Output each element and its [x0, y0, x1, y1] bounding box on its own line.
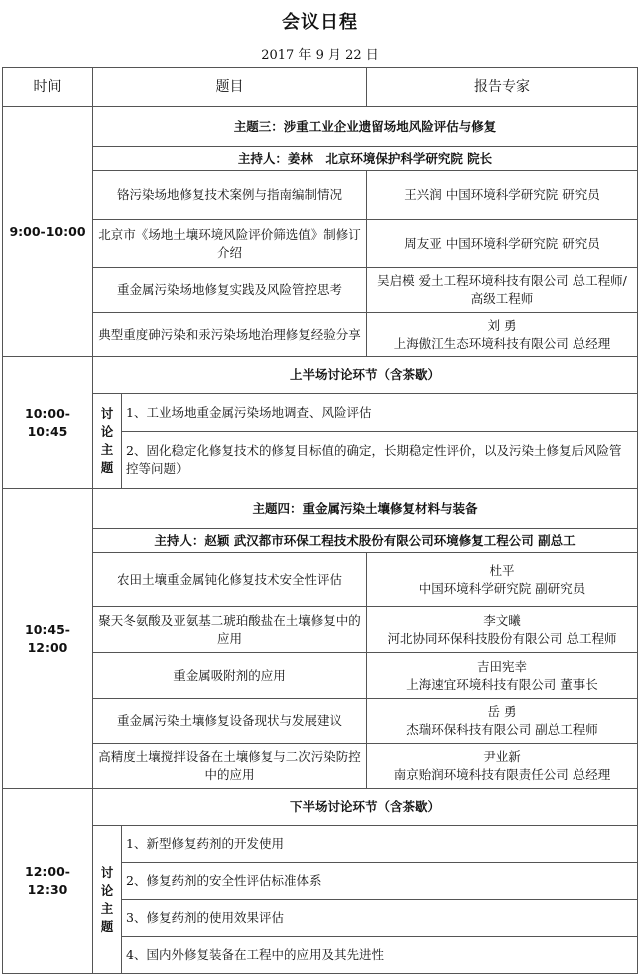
- expert-name: 杜平: [489, 562, 515, 578]
- discussion-item: 2、修复药剂的安全性评估标准体系: [122, 863, 638, 900]
- talk-expert: 吴启模 爱土工程环境科技有限公司 总工程师/高级工程师: [367, 268, 638, 313]
- expert-org: 南京贻润环境科技有限责任公司 总经理: [393, 767, 611, 782]
- discussion-item: 1、工业场地重金属污染场地调查、风险评估: [122, 394, 638, 432]
- talk-row: [3, 553, 638, 607]
- expert-name: 吉田宪幸: [476, 658, 527, 674]
- talk-row: [3, 744, 638, 789]
- discussion-item: 2、固化稳定化修复技术的修复目标值的确定，长期稳定性评价，以及污染土修复后风险管控等问题）: [122, 432, 638, 489]
- theme-row: [3, 107, 638, 147]
- talk-topic: 北京市《场地土壤环境风险评价筛选值》制修订介绍: [93, 220, 367, 268]
- expert-name: 岳 勇: [487, 704, 517, 719]
- host-row: [3, 147, 638, 171]
- session-row: [3, 789, 638, 826]
- talk-expert: [367, 653, 638, 699]
- theme-title: 主题四：重金属污染土壤修复材料与装备: [93, 489, 638, 529]
- expert-org: 杰瑞环保科技有限公司 副总工程师: [406, 722, 598, 737]
- talk-topic: 聚天冬氨酸及亚氨基二琥珀酸盐在土壤修复中的应用: [93, 607, 367, 653]
- theme-title: 主题三：涉重工业企业遗留场地风险评估与修复: [93, 107, 638, 147]
- talk-expert: [367, 744, 638, 789]
- time-slot: 10:45-12:00: [3, 489, 93, 789]
- expert-name: 李文曦: [483, 612, 521, 628]
- expert-org: 上海傲江生态环境科技有限公司 总经理: [393, 335, 611, 351]
- talk-topic: 重金属吸附剂的应用: [93, 653, 367, 699]
- schedule-table: [2, 67, 638, 974]
- discussion-label: 讨论主题: [93, 826, 122, 974]
- talk-row: [3, 313, 638, 357]
- host-info: 主持人：赵颖 武汉都市环保工程技术股份有限公司环境修复工程公司 副总工: [93, 529, 638, 553]
- expert-org: 上海速宜环境科技有限公司 董事长: [406, 676, 598, 692]
- col-header-topic: 题目: [93, 68, 367, 107]
- talk-topic: 重金属污染土壤修复设备现状与发展建议: [93, 699, 367, 744]
- expert-name: 刘 勇: [487, 317, 517, 333]
- talk-row: [3, 220, 638, 268]
- session-title: 下半场讨论环节（含茶歇）: [93, 789, 638, 826]
- talk-row: [3, 268, 638, 313]
- page-title: 会议日程: [282, 12, 358, 33]
- talk-expert: 王兴润 中国环境科学研究院 研究员: [367, 171, 638, 220]
- discussion-label: 讨论主题: [93, 394, 122, 489]
- header-row: [3, 68, 638, 107]
- talk-row: [3, 171, 638, 220]
- host-info: 主持人：姜林 北京环境保护科学研究院 院长: [93, 147, 638, 171]
- theme-row: [3, 489, 638, 529]
- talk-topic: 高精度土壤搅拌设备在土壤修复与二次污染防控中的应用: [93, 744, 367, 789]
- discussion-item: 3、修复药剂的使用效果评估: [122, 900, 638, 937]
- col-header-time: 时间: [3, 68, 93, 107]
- talk-expert: [367, 607, 638, 653]
- talk-topic: 铬污染场地修复技术案例与指南编制情况: [93, 171, 367, 220]
- col-header-expert: 报告专家: [367, 68, 638, 107]
- talk-topic: 农田土壤重金属钝化修复技术安全性评估: [93, 553, 367, 607]
- expert-org: 河北协同环保科技股份有限公司 总工程师: [387, 630, 617, 646]
- talk-topic: 重金属污染场地修复实践及风险管控思考: [93, 268, 367, 313]
- session-title: 上半场讨论环节（含茶歇）: [93, 357, 638, 394]
- talk-expert: 周友亚 中国环境科学研究院 研究员: [367, 220, 638, 268]
- discussion-row: [3, 826, 638, 863]
- time-slot: 9:00-10:00: [3, 107, 93, 357]
- talk-expert: [367, 313, 638, 357]
- time-slot: 12:00-12:30: [3, 789, 93, 974]
- talk-topic: 典型重度砷污染和汞污染场地治理修复经验分享: [93, 313, 367, 357]
- discussion-row: [3, 394, 638, 432]
- host-row: [3, 529, 638, 553]
- talk-expert: [367, 699, 638, 744]
- discussion-item: 4、国内外修复装备在工程中的应用及其先进性: [122, 937, 638, 974]
- talk-expert: [367, 553, 638, 607]
- expert-org: 中国环境科学研究院 副研究员: [418, 580, 586, 596]
- discussion-item: 1、新型修复药剂的开发使用: [122, 826, 638, 863]
- talk-row: [3, 653, 638, 699]
- meeting-date: 2017 年 9 月 22 日: [261, 48, 379, 63]
- time-slot: 10:00-10:45: [3, 357, 93, 489]
- talk-row: [3, 607, 638, 653]
- expert-name: 尹业新: [483, 749, 521, 764]
- talk-row: [3, 699, 638, 744]
- session-row: [3, 357, 638, 394]
